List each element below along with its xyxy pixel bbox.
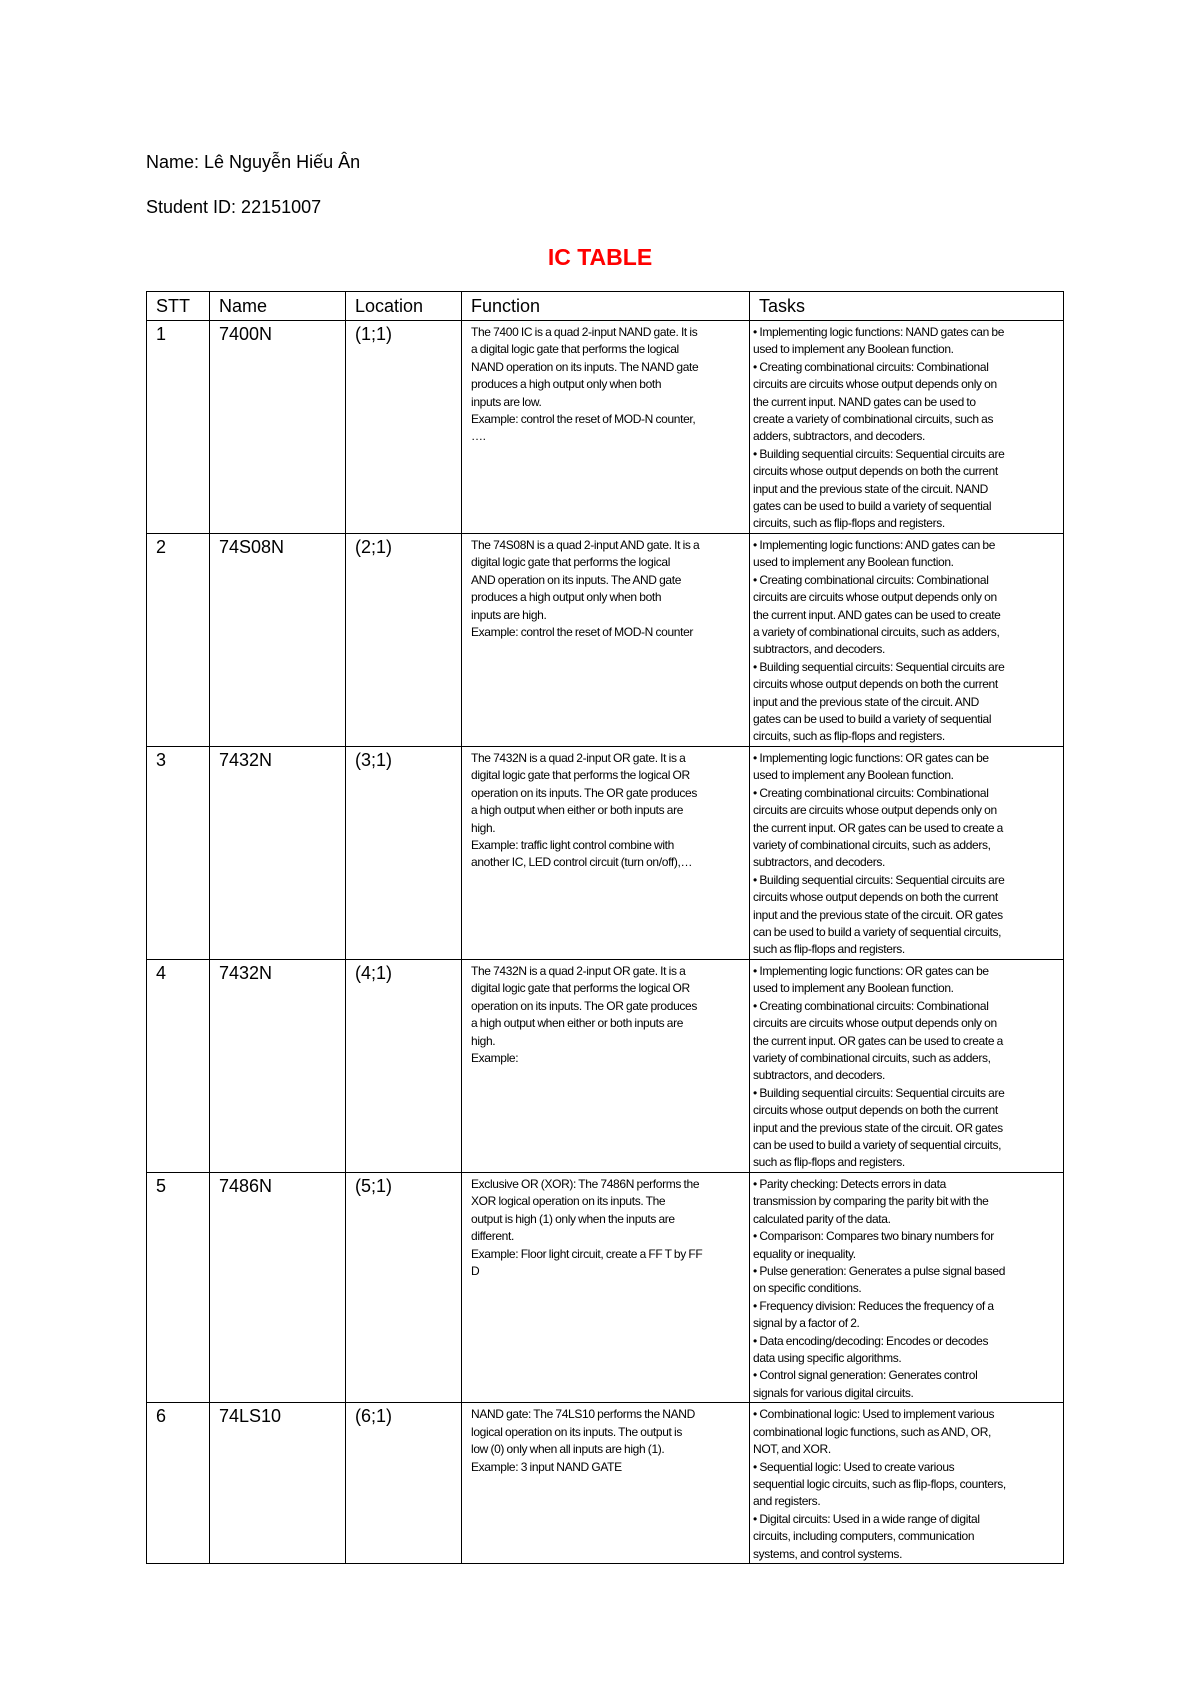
task-line: such as flip-flops and registers. <box>753 1155 905 1170</box>
function-line: a high output when either or both inputs are <box>471 803 684 818</box>
task-line: variety of combinational circuits, such as adders, <box>753 1051 991 1066</box>
column-header-function: Function <box>462 292 750 321</box>
cell-stt: 5 <box>147 1173 210 1403</box>
task-line: • Implementing logic functions: NAND gates can be <box>753 325 1005 339</box>
task-line: circuits are circuits whose output depends only on <box>753 590 997 605</box>
task-line: gates can be used to build a variety of sequential <box>753 499 992 514</box>
task-line: NOT, and XOR. <box>753 1442 831 1457</box>
function-line: Example: control the reset of MOD-N counter, <box>471 412 696 427</box>
task-line: • Building sequential circuits: Sequential circuits are <box>753 1085 1005 1100</box>
function-line: Exclusive OR (XOR): The 7486N performs the <box>471 1177 700 1191</box>
task-line: the current input. OR gates can be used to create a <box>753 820 1003 835</box>
task-line: • Control signal generation: Generates control <box>753 1368 978 1383</box>
cell-location: (5;1) <box>346 1173 462 1403</box>
task-line: transmission by comparing the parity bit with the <box>753 1194 989 1209</box>
cell-stt: 3 <box>147 747 210 960</box>
function-line: The 74S08N is a quad 2-input AND gate. It is a <box>471 538 700 552</box>
column-header-name: Name <box>210 292 346 321</box>
function-line: Example: traffic light control combine with <box>471 838 674 853</box>
cell-tasks <box>750 1403 1064 1564</box>
task-line: input and the previous state of the circuit. OR gates <box>753 1120 1003 1135</box>
task-line: used to implement any Boolean function. <box>753 555 954 570</box>
task-line: subtractors, and decoders. <box>753 642 885 657</box>
ic-table <box>146 291 1064 1564</box>
cell-function <box>462 1403 750 1564</box>
cell-stt: 1 <box>147 321 210 534</box>
task-line: • Implementing logic functions: OR gates can be <box>753 751 989 765</box>
task-line: data using specific algorithms. <box>753 1351 902 1366</box>
table-row <box>147 960 1064 1173</box>
task-line: • Creating combinational circuits: Combinational <box>753 998 989 1013</box>
task-line: and registers. <box>753 1494 821 1509</box>
function-line: produces a high output only when both <box>471 377 662 392</box>
table-row <box>147 1173 1064 1403</box>
table-row <box>147 747 1064 960</box>
table-row <box>147 321 1064 534</box>
function-line: another IC, LED control circuit (turn on/off),… <box>471 855 693 870</box>
function-line: The 7432N is a quad 2-input OR gate. It is a <box>471 751 686 765</box>
task-line: • Implementing logic functions: AND gates can be <box>753 538 996 552</box>
function-line: NAND operation on its inputs. The NAND gate <box>471 359 699 374</box>
task-line: • Frequency division: Reduces the frequency of a <box>753 1298 994 1313</box>
function-line: low (0) only when all inputs are high (1). <box>471 1442 665 1457</box>
cell-function <box>462 321 750 534</box>
function-line: Example: <box>471 1051 519 1066</box>
task-line: • Creating combinational circuits: Combinational <box>753 359 989 374</box>
task-line: • Digital circuits: Used in a wide range of digital <box>753 1511 980 1526</box>
page-title: IC TABLE <box>547 244 653 270</box>
task-line: • Data encoding/decoding: Encodes or decodes <box>753 1333 989 1348</box>
function-line: high. <box>471 820 496 835</box>
function-line: inputs are high. <box>471 607 547 622</box>
task-line: • Building sequential circuits: Sequential circuits are <box>753 872 1005 887</box>
cell-tasks <box>750 960 1064 1173</box>
task-line: used to implement any Boolean function. <box>753 981 954 996</box>
task-line: • Pulse generation: Generates a pulse signal based <box>753 1264 1006 1279</box>
cell-ic-name: 74S08N <box>210 534 346 747</box>
task-line: circuits whose output depends on both the current <box>753 890 998 905</box>
task-line: can be used to build a variety of sequential circuits, <box>753 1138 1002 1153</box>
function-line: a high output when either or both inputs are <box>471 1016 684 1031</box>
column-header-stt: STT <box>147 292 210 321</box>
task-line: subtractors, and decoders. <box>753 855 885 870</box>
cell-ic-name: 7432N <box>210 960 346 1173</box>
task-line: input and the previous state of the circuit. NAND <box>753 481 988 496</box>
task-line: such as flip-flops and registers. <box>753 942 905 957</box>
task-line: circuits are circuits whose output depends only on <box>753 377 997 392</box>
cell-location: (1;1) <box>346 321 462 534</box>
function-line: Example: 3 input NAND GATE <box>471 1459 622 1474</box>
cell-ic-name: 7400N <box>210 321 346 534</box>
function-line: digital logic gate that performs the logical OR <box>471 768 690 783</box>
cell-ic-name: 7486N <box>210 1173 346 1403</box>
function-line: The 7400 IC is a quad 2-input NAND gate. It is <box>471 325 698 339</box>
task-line: • Implementing logic functions: OR gates can be <box>753 964 989 978</box>
cell-tasks <box>750 1173 1064 1403</box>
function-line: high. <box>471 1033 496 1048</box>
task-line: equality or inequality. <box>753 1246 856 1261</box>
column-header-tasks: Tasks <box>750 292 1064 321</box>
table-header-row <box>147 292 1064 321</box>
table-row <box>147 534 1064 747</box>
task-line: variety of combinational circuits, such as adders, <box>753 838 991 853</box>
table-row <box>147 1403 1064 1564</box>
function-line: output is high (1) only when the inputs are <box>471 1211 675 1226</box>
function-line: operation on its inputs. The OR gate produces <box>471 998 698 1013</box>
cell-stt: 6 <box>147 1403 210 1564</box>
cell-function <box>462 534 750 747</box>
task-line: circuits whose output depends on both the current <box>753 677 998 692</box>
function-line: NAND gate: The 74LS10 performs the NAND <box>471 1407 695 1422</box>
function-line: …. <box>471 429 486 444</box>
task-line: on specific conditions. <box>753 1281 862 1296</box>
cell-location: (6;1) <box>346 1403 462 1564</box>
task-line: • Parity checking: Detects errors in data <box>753 1177 946 1191</box>
cell-ic-name: 74LS10 <box>210 1403 346 1564</box>
student-name: Name: Lê Nguyễn Hiếu Ân <box>146 152 361 172</box>
task-line: • Building sequential circuits: Sequential circuits are <box>753 659 1005 674</box>
task-line: adders, subtractors, and decoders. <box>753 429 926 444</box>
task-line: signal by a factor of 2. <box>753 1316 860 1331</box>
task-line: • Building sequential circuits: Sequential circuits are <box>753 446 1005 461</box>
function-line: Example: Floor light circuit, create a FF T by FF <box>471 1246 703 1261</box>
cell-function <box>462 747 750 960</box>
function-line: digital logic gate that performs the logical OR <box>471 981 690 996</box>
column-header-location: Location <box>346 292 462 321</box>
task-line: subtractors, and decoders. <box>753 1068 885 1083</box>
cell-function <box>462 1173 750 1403</box>
cell-stt: 4 <box>147 960 210 1173</box>
function-line: D <box>471 1264 480 1279</box>
function-line: inputs are low. <box>471 394 542 409</box>
task-line: • Sequential logic: Used to create various <box>753 1459 955 1474</box>
cell-location: (2;1) <box>346 534 462 747</box>
student-id: Student ID: 22151007 <box>146 197 322 217</box>
function-line: The 7432N is a quad 2-input OR gate. It is a <box>471 964 686 978</box>
task-line: signals for various digital circuits. <box>753 1385 914 1400</box>
function-line: AND operation on its inputs. The AND gate <box>471 572 682 587</box>
task-line: a variety of combinational circuits, such as adders, <box>753 625 1000 640</box>
function-line: digital logic gate that performs the logical <box>471 555 671 570</box>
task-line: can be used to build a variety of sequential circuits, <box>753 925 1002 940</box>
task-line: • Combinational logic: Used to implement various <box>753 1407 995 1422</box>
task-line: used to implement any Boolean function. <box>753 342 954 357</box>
function-line: operation on its inputs. The OR gate produces <box>471 785 698 800</box>
task-line: the current input. OR gates can be used to create a <box>753 1033 1003 1048</box>
task-line: systems, and control systems. <box>753 1546 903 1561</box>
task-line: create a variety of combinational circuits, such as <box>753 412 994 427</box>
task-line: circuits are circuits whose output depends only on <box>753 1016 997 1031</box>
cell-tasks <box>750 747 1064 960</box>
cell-tasks <box>750 534 1064 747</box>
task-line: gates can be used to build a variety of sequential <box>753 712 992 727</box>
task-line: circuits, including computers, communication <box>753 1529 975 1544</box>
task-line: the current input. AND gates can be used to create <box>753 607 1001 622</box>
task-line: sequential logic circuits, such as flip-flops, counters, <box>753 1476 1006 1491</box>
task-line: calculated parity of the data. <box>753 1211 891 1226</box>
task-line: circuits are circuits whose output depends only on <box>753 803 997 818</box>
cell-stt: 2 <box>147 534 210 747</box>
cell-location: (4;1) <box>346 960 462 1173</box>
task-line: used to implement any Boolean function. <box>753 768 954 783</box>
task-line: input and the previous state of the circuit. AND <box>753 694 980 709</box>
function-line: Example: control the reset of MOD-N counter <box>471 625 694 640</box>
cell-ic-name: 7432N <box>210 747 346 960</box>
cell-location: (3;1) <box>346 747 462 960</box>
task-line: • Creating combinational circuits: Combinational <box>753 572 989 587</box>
task-line: input and the previous state of the circuit. OR gates <box>753 907 1003 922</box>
function-line: a digital logic gate that performs the logical <box>471 342 679 357</box>
task-line: circuits whose output depends on both the current <box>753 464 998 479</box>
task-line: circuits, such as flip-flops and registers. <box>753 516 945 531</box>
task-line: • Comparison: Compares two binary numbers for <box>753 1229 994 1244</box>
cell-function <box>462 960 750 1173</box>
cell-tasks <box>750 321 1064 534</box>
function-line: different. <box>471 1229 514 1244</box>
task-line: circuits, such as flip-flops and registers. <box>753 729 945 744</box>
function-line: XOR logical operation on its inputs. The <box>471 1194 666 1209</box>
task-line: combinational logic functions, such as AND, OR, <box>753 1424 992 1439</box>
task-line: the current input. NAND gates can be used to <box>753 394 976 409</box>
function-line: logical operation on its inputs. The output is <box>471 1424 682 1439</box>
task-line: circuits whose output depends on both the current <box>753 1103 998 1118</box>
task-line: • Creating combinational circuits: Combinational <box>753 785 989 800</box>
function-line: produces a high output only when both <box>471 590 662 605</box>
